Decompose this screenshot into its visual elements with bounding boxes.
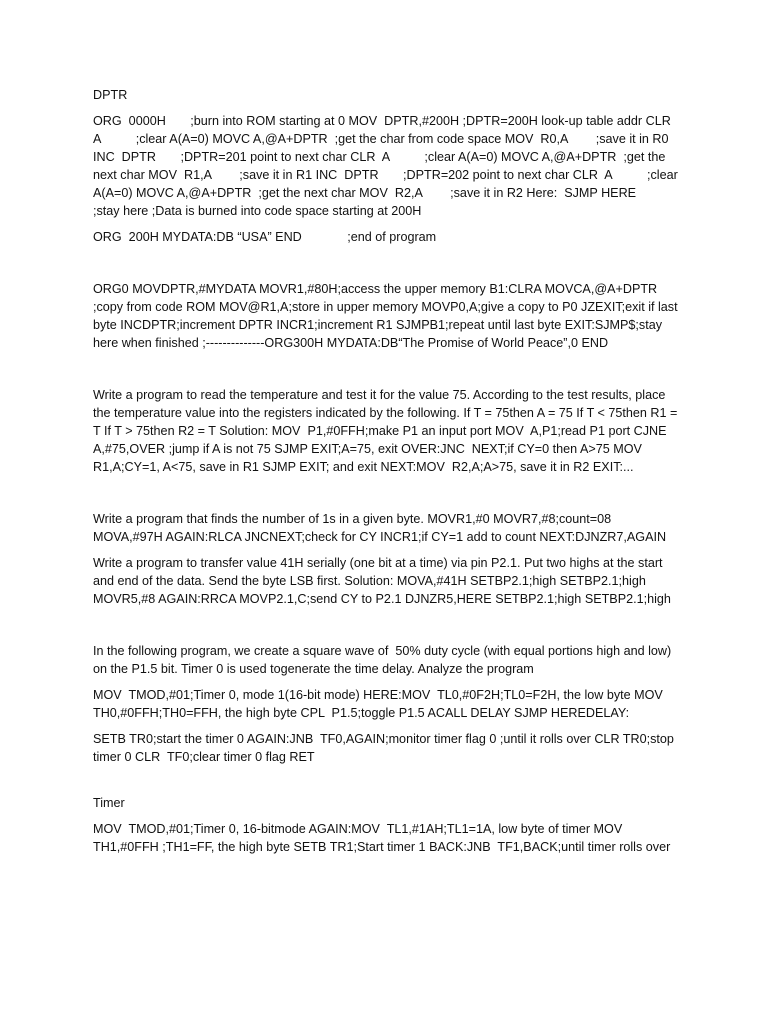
- paragraph-temperature-program: Write a program to read the temperature and test it for the value 75. According to the test results, place the temperature value into the registers indicated by the following. If T = 75then A = 75 If T < 75then R1 = T If T > 75then R2 = T Solution: MOV P1,#0FFH;make P1 an input port MOV A,P1;read P1 port CJNE A,#75,OVER ;jump if A is not 75 SJMP EXIT;A=75, exit OVER:JNC NEXT;if CY=0 then A>75 MOV R1,A;CY=1, A<75, save in R1 SJMP EXIT; and exit NEXT:MOV R2,A;A>75, save it in R2 EXIT:...: [93, 388, 681, 474]
- paragraph-setb-code: SETB TR0;start the timer 0 AGAIN:JNB TF0,AGAIN;monitor timer flag 0 ;until it rolls over CLR TR0;stop timer 0 CLR TF0;clear timer 0 flag RET: [93, 732, 678, 764]
- document-page: [93, 86, 682, 864]
- paragraph-org0-upper-memory: ORG0 MOVDPTR,#MYDATA MOVR1,#80H;access the upper memory B1:CLRA MOVCA,@A+DPTR ;copy from code ROM MOV@R1,A;store in upper memory MOVP0,A;give a copy to P0 JZEXIT;exit if last byte INCDPTR;increment DPTR INCR1;increment R1 SJMPB1;repeat until last byte EXIT:SJMP$;stay here when finished ;--------------ORG300H MYDATA:DB“The Promise of World Peace”,0 END: [93, 282, 682, 350]
- paragraph-count-ones: Write a program that finds the number of 1s in a given byte. MOVR1,#0 MOVR7,#8;count=08 MOVA,#97H AGAIN:RLCA JNCNEXT;check for CY INCR1;if CY=1 add to count NEXT:DJNZR7,AGAIN: [93, 512, 667, 544]
- paragraph-timer-code: MOV TMOD,#01;Timer 0, 16-bitmode AGAIN:MOV TL1,#1AH;TL1=1A, low byte of timer MOV TH1,#0FFH ;TH1=FF, the high byte SETB TR1;Start timer 1 BACK:JNB TF1,BACK;until timer rolls over: [93, 822, 671, 854]
- paragraph-dptr-code: ORG 0000H ;burn into ROM starting at 0 MOV DPTR,#200H ;DPTR=200H look-up table addr CLR A ;clear A(A=0) MOVC A,@A+DPTR ;get the char from code space MOV R0,A ;save it in R0 INC DPTR ;DPTR=201 point to next char CLR A ;clear A(A=0) MOVC A,@A+DPTR ;get the next char MOV R1,A ;save it in R1 INC DPTR ;DPTR=202 point to next char CLR A ;clear A(A=0) MOVC A,@A+DPTR ;get the next char MOV R2,A ;save it in R2 Here: SJMP HERE ;stay here ;Data is burned into code space starting at 200H: [93, 114, 681, 218]
- paragraph-org-200h: ORG 200H MYDATA:DB “USA” END ;end of program: [93, 230, 437, 244]
- heading-dptr: DPTR: [93, 88, 128, 102]
- paragraph-square-wave: In the following program, we create a square wave of 50% duty cycle (with equal portions high and low) on the P1.5 bit. Timer 0 is used togenerate the time delay. Analyze the program: [93, 644, 675, 676]
- paragraph-tmod-code: MOV TMOD,#01;Timer 0, mode 1(16-bit mode) HERE:MOV TL0,#0F2H;TL0=F2H, the low byte MOV TH0,#0FFH;TH0=FFH, the high byte CPL P1.5;toggle P1.5 ACALL DELAY SJMP HEREDELAY:: [93, 688, 667, 720]
- heading-timer: Timer: [93, 796, 125, 810]
- paragraph-serial-transfer: Write a program to transfer value 41H serially (one bit at a time) via pin P2.1. Put two highs at the start and end of the data. Send the byte LSB first. Solution: MOVA,#41H SETBP2.1;high SETBP2.1;high MOVR5,#8 AGAIN:RRCA MOVP2.1,C;send CY to P2.1 DJNZR5,HERE SETBP2.1;high SETBP2.1;high: [93, 556, 671, 606]
